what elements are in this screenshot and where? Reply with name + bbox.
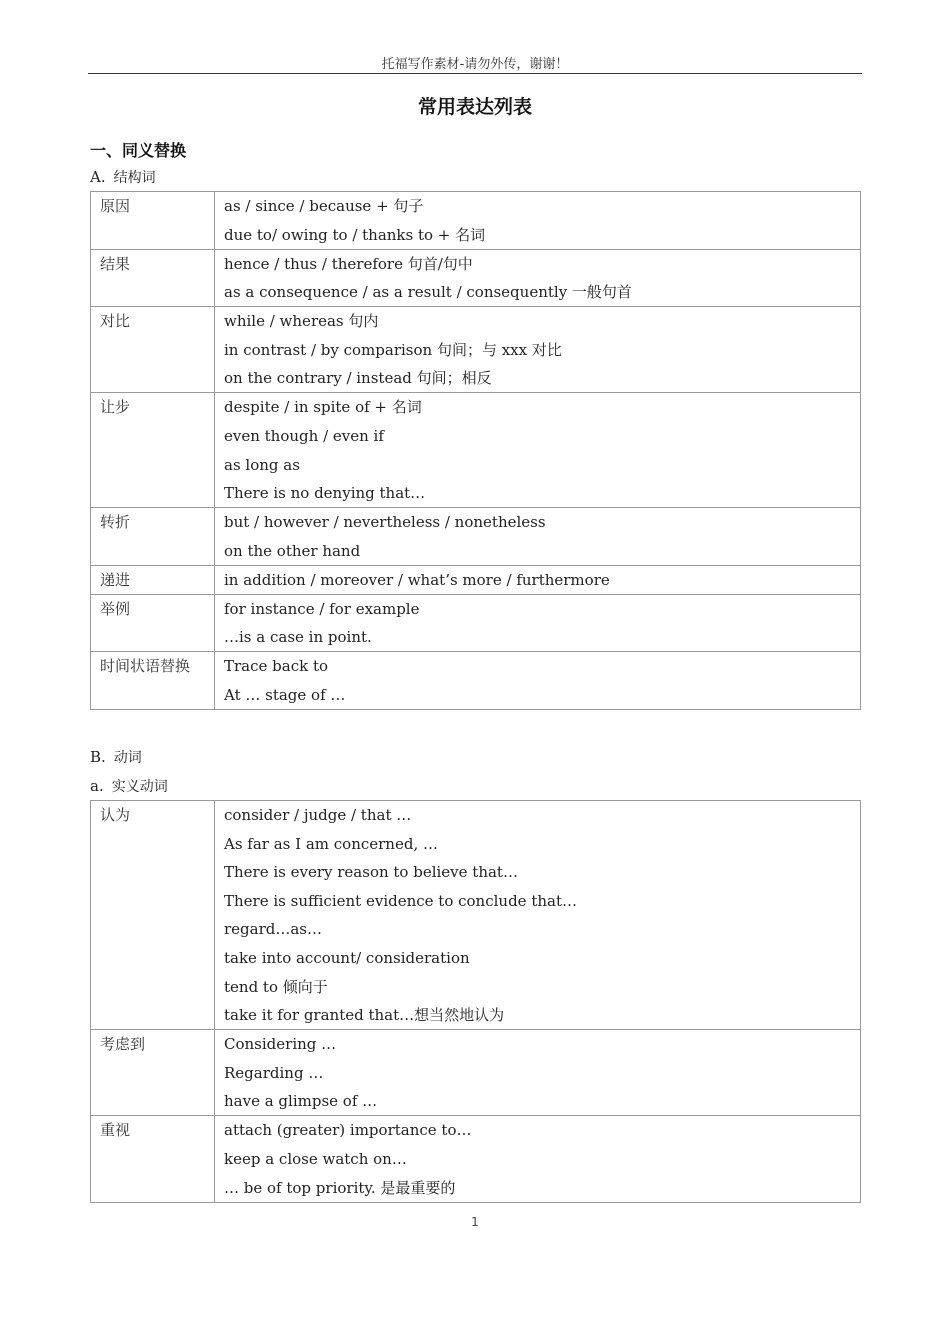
table-row [91,393,861,508]
expression-line: as / since / because + 句子 [224,197,424,215]
row-content [215,565,861,594]
row-content [215,801,861,1030]
expression-line: There is sufficient evidence to conclude that… [224,891,577,910]
expression-line: There is no denying that… [224,484,426,503]
page-number: 1 [471,1215,479,1229]
row-content [215,594,861,652]
row-label: 考虑到 [91,1030,215,1116]
expression-line: even though / even if [224,426,384,445]
subsection-a-title: 结构词 [113,170,156,186]
expression-line: on the other hand [224,541,361,560]
expression-line: as a consequence / as a result / consequently 一般句首 [224,283,632,302]
subsection-b-title: 动词 [113,750,142,766]
verbs-table [90,800,861,1203]
expression-line: take into account/ consideration [224,948,470,967]
subsection-a-heading [90,167,164,188]
subsection-ba-label: a. [90,777,104,795]
row-label: 转折 [91,508,215,566]
structure-words-table [90,191,861,710]
expression-line: in contrast / by comparison 句间；与 xxx 对比 [224,340,562,359]
section-heading: 一、同义替换 [90,141,187,160]
expression-line: as long as [224,455,300,474]
row-label: 原因 [91,192,215,250]
expression-line: keep a close watch on… [224,1149,407,1168]
row-label: 重视 [91,1116,215,1202]
row-content [215,192,861,250]
row-content [215,1030,861,1116]
row-label: 结果 [91,249,215,307]
row-label: 举例 [91,594,215,652]
expression-line: Considering … [224,1035,337,1054]
row-content [215,249,861,307]
table-row [91,192,861,250]
row-label: 对比 [91,307,215,393]
row-label: 让步 [91,393,215,508]
expression-line: take it for granted that…想当然地认为 [224,1006,505,1025]
expression-line: have a glimpse of … [224,1092,378,1111]
expression-line: but / however / nevertheless / nonetheless [224,513,546,532]
expression-line: …is a case in point. [224,628,372,647]
subsection-ba-title: 实义动词 [111,779,168,795]
expression-line: due to/ owing to / thanks to + 名词 [224,225,486,244]
expression-line: on the contrary / instead 句间；相反 [224,369,492,388]
row-content [215,652,861,710]
expression-line: attach (greater) importance to… [224,1121,472,1140]
document-title: 常用表达列表 [417,96,532,118]
table-row [91,801,861,1030]
expression-line: for instance / for example [224,599,420,618]
expression-line: Regarding … [224,1063,324,1082]
table-row [91,249,861,307]
row-content [215,508,861,566]
row-label: 递进 [91,565,215,594]
expression-line: Trace back to [224,657,329,676]
table-row [91,652,861,710]
table-row [91,594,861,652]
expression-line: hence / thus / therefore 句首/句中 [224,254,473,273]
expression-line: in addition / moreover / what’s more / furthermore [224,570,610,589]
subsection-b-heading [90,747,150,768]
row-content [215,307,861,393]
expression-line: consider / judge / that … [224,806,412,824]
expression-line: … be of top priority. 是最重要的 [224,1178,456,1197]
expression-line: regard…as… [224,920,323,939]
table-row [91,1116,861,1202]
subsection-b-label: B. [90,748,106,766]
expression-line: while / whereas 句内 [224,312,379,331]
row-content [215,1116,861,1202]
expression-line: At … stage of … [224,685,346,704]
table-row [91,307,861,393]
subsection-ba-heading [90,776,176,797]
row-label: 认为 [91,801,215,1030]
subsection-a-label: A. [90,168,106,186]
expression-line: As far as I am concerned, … [224,834,438,853]
expression-line: tend to 倾向于 [224,977,328,996]
table-row [91,1030,861,1116]
table-row [91,508,861,566]
table-row [91,565,861,594]
expression-line: despite / in spite of + 名词 [224,398,422,417]
row-content [215,393,861,508]
expression-line: There is every reason to believe that… [224,863,518,882]
page-header: 托福写作素材-请勿外传，谢谢！ [88,56,862,74]
row-label: 时间状语替换 [91,652,215,710]
